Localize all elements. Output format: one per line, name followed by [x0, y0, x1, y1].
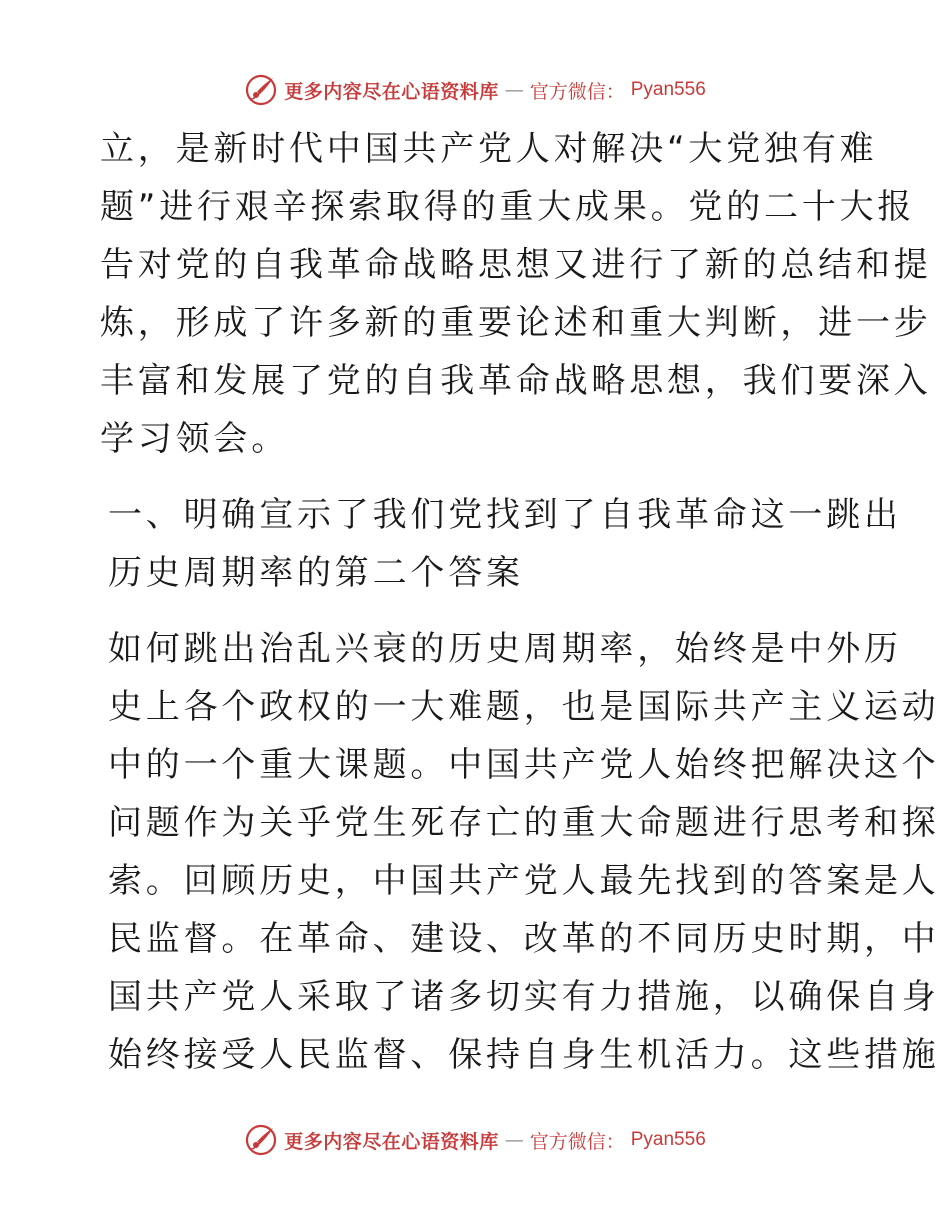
watermark-text: 更多内容尽在心语资料库	[284, 1130, 499, 1153]
heading-line: 一、明确宣示了我们党找到了自我革命这一跳出	[108, 495, 902, 535]
text-line: 史上各个政权的一大难题，也是国际共产主义运动	[108, 687, 940, 727]
document-body	[100, 120, 940, 1084]
text-line: 学习领会。	[100, 419, 289, 459]
paragraph-intro	[100, 120, 932, 468]
watermark-separator: —	[504, 79, 524, 101]
watermark-separator: —	[504, 1129, 524, 1151]
text-line: 始终接受人民监督、保持自身生机活力。这些措施	[108, 1035, 940, 1075]
heading-line: 历史周期率的第二个答案	[108, 553, 524, 593]
watermark-text: 更多内容尽在心语资料库	[284, 80, 499, 103]
text-line: 民监督。在革命、建设、改革的不同历史时期，中	[108, 919, 940, 959]
paragraph-section-one	[100, 620, 940, 1084]
text-line: 丰富和发展了党的自我革命战略思想，我们要深入	[100, 361, 932, 401]
header-watermark	[0, 70, 950, 110]
quill-logo-icon	[244, 1123, 278, 1157]
section-heading	[100, 486, 902, 602]
watermark-contact-id: Pyan556	[630, 1129, 706, 1150]
text-line: 如何跳出治乱兴衰的历史周期率，始终是中外历	[108, 629, 902, 669]
text-line: 告对党的自我革命战略思想又进行了新的总结和提	[100, 245, 932, 285]
text-line: 炼，形成了许多新的重要论述和重大判断，进一步	[100, 303, 932, 343]
watermark-contact-label: 官方微信：	[529, 80, 625, 103]
watermark-contact-id: Pyan556	[630, 79, 706, 100]
text-line: 题”进行艰辛探索取得的重大成果。党的二十大报	[100, 187, 916, 227]
watermark-contact-label: 官方微信：	[529, 1130, 625, 1153]
text-line: 问题作为关乎党生死存亡的重大命题进行思考和探	[108, 803, 940, 843]
text-line: 索。回顾历史，中国共产党人最先找到的答案是人	[108, 861, 940, 901]
footer-watermark	[0, 1120, 950, 1160]
quill-logo-icon	[244, 73, 278, 107]
text-line: 立，是新时代中国共产党人对解决“大党独有难	[100, 129, 878, 169]
text-line: 中的一个重大课题。中国共产党人始终把解决这个	[108, 745, 940, 785]
text-line: 国共产党人采取了诸多切实有力措施，以确保自身	[108, 977, 940, 1017]
